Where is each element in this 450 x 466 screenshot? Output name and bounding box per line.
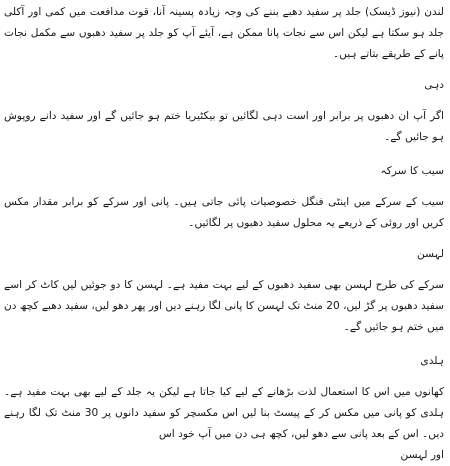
intro-paragraph: لندن (نیوز ڈیسک) جلد پر سفید دھبے بننے کی وجہ زیادہ پسینہ آنا، قوت مدافعت میں کمی اور آکلی جلد ہو سکتا ہے لیکن اس سے نجات پانا ممکن ہے، آیئے آپ کو جلد پر سفید دھبوں سے مکمل نجات پانے کے طریقے بتاتے ہیں۔ (4, 6, 444, 60)
section-heading-yogurt: دہی (424, 79, 444, 91)
section-heading-turmeric: ہلدی (420, 355, 444, 367)
section-body-garlic: سرکے کی طرح لہسن بھی سفید دھبوں کے لیے بہت مفید ہے۔ لہسن کا دو جوئیں لیں کاٹ کر اسے سفید دھبوں پر گڑ لیں، 20 منٹ تک لہسن کا پانی لگا رہنے دیں اور پھر دھو لیں، سفید دھبے کچھ دن میں ختم ہو جائیں گے۔ (4, 279, 444, 333)
section-heading-apple-vinegar: سیب کا سرکہ (380, 165, 444, 177)
section-heading-partial: اور لہسن (400, 449, 444, 461)
section-body-apple-vinegar: سیب کے سرکے میں اینٹی فنگل خصوصیات پائی جاتی ہیں۔ پانی اور سرکے کو برابر مقدار مکس کریں اور روئی کے ذریعے یہ محلول سفید دھبوں پر لگائیں۔ (4, 196, 444, 229)
section-heading-garlic: لہسن (417, 248, 444, 260)
section-body-yogurt: اگر آپ ان دھبوں پر برابر اور است دہی لگائیں تو بیکٹیریا ختم ہو جائیں گے اور سفید دانے روپوش ہو جائیں گے۔ (4, 110, 444, 143)
section-body-turmeric: کھانوں میں اس کا استعمال لذت بڑھانے کے لیے کیا جاتا ہے لیکن یہ جلد کے لیے بھی بہت مفید ہے۔ ہلدی کو پانی میں مکس کر کے پیسٹ بنا لیں اس مکسچر کو سفید دانوں پر 30 منٹ تک لگا رہنے دیں۔ اس کے بعد پانی سے دھو لیں، کچھ ہی دن میں آپ خود اس (4, 386, 444, 440)
